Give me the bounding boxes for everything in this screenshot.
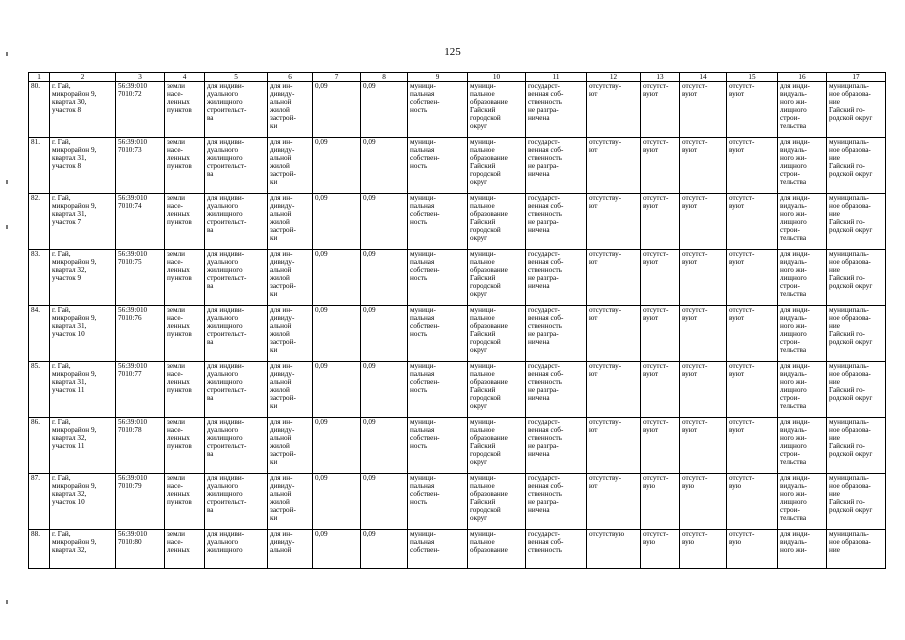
cell-municipality: муниципаль- ное образова- ние xyxy=(827,530,886,569)
cell-use-type: для ин- дивиду- альной жилой застрой- ки xyxy=(268,306,313,362)
cell-municipality: муниципаль- ное образова- ние Гайский го- родской округ xyxy=(827,474,886,530)
cell-permitted-use: для индиви- дуального жилищного xyxy=(205,530,268,569)
cell-title-status: государст- венная соб- ственность не разгра- ничена xyxy=(526,362,587,418)
header-cell: 12 xyxy=(587,73,641,82)
cell-permitted-use: для индиви- дуального жилищного строительст- ва xyxy=(205,474,268,530)
cell-cadastral-number: 56:39:010 7010:77 xyxy=(116,362,165,418)
cell-address: г. Гай, микрорайон 9, квартал 30, участок 8 xyxy=(50,82,116,138)
cell-encumbrance-a: отсутству- ют xyxy=(587,474,641,530)
header-cell: 14 xyxy=(680,73,727,82)
table-row xyxy=(29,194,886,250)
cell-permitted-use: для индиви- дуального жилищного строительст- ва xyxy=(205,194,268,250)
cell-address: г. Гай, микрорайон 9, квартал 31, участок 8 xyxy=(50,138,116,194)
cell-encumbrance-c: отсутст- вую xyxy=(680,530,727,569)
cell-intended-use: для инди- видуаль- ного жи- лищного строи- тельства xyxy=(778,138,827,194)
scan-edge-mark xyxy=(6,52,8,56)
table-row xyxy=(29,138,886,194)
cell-encumbrance-d: отсутст- вуют xyxy=(727,194,778,250)
cell-ownership-form: муници- пальная собствен- xyxy=(408,530,468,569)
cell-address: г. Гай, микрорайон 9, квартал 31, участок 7 xyxy=(50,194,116,250)
cell-use-type: для ин- дивиду- альной xyxy=(268,530,313,569)
cell-title-status: государст- венная соб- ственность не разгра- ничена xyxy=(526,474,587,530)
cell-permitted-use: для индиви- дуального жилищного строительст- ва xyxy=(205,138,268,194)
cell-area-value-b: 0,09 xyxy=(361,306,408,362)
cell-encumbrance-d: отсутст- вуют xyxy=(727,306,778,362)
cell-encumbrance-a: отсутству- ют xyxy=(587,306,641,362)
header-cell: 4 xyxy=(165,73,205,82)
header-cell: 6 xyxy=(268,73,313,82)
cell-encumbrance-a: отсутству- ют xyxy=(587,194,641,250)
cell-owner: муници- пальное образование Гайский городской округ xyxy=(468,418,526,474)
cell-encumbrance-a: отсутству- ют xyxy=(587,418,641,474)
cell-encumbrance-a: отсутству- ют xyxy=(587,362,641,418)
cell-permitted-use: для индиви- дуального жилищного строительст- ва xyxy=(205,418,268,474)
cell-cadastral-number: 56:39:010 7010:73 xyxy=(116,138,165,194)
cell-ownership-form: муници- пальная собствен- ность xyxy=(408,194,468,250)
cell-cadastral-number: 56:39:010 7010:72 xyxy=(116,82,165,138)
cell-encumbrance-d: отсутст- вуют xyxy=(727,138,778,194)
cell-address: г. Гай, микрорайон 9, квартал 31, участок 10 xyxy=(50,306,116,362)
cell-land-category: земли насе- ленных пунктов xyxy=(165,250,205,306)
cell-title-status: государст- венная соб- ственность не разгра- ничена xyxy=(526,418,587,474)
cell-title-status: государст- венная соб- ственность не разгра- ничена xyxy=(526,82,587,138)
cell-permitted-use: для индиви- дуального жилищного строительст- ва xyxy=(205,306,268,362)
cell-area-value-a: 0,09 xyxy=(313,530,361,569)
cell-intended-use: для инди- видуаль- ного жи- лищного строи- тельства xyxy=(778,194,827,250)
cell-land-category: земли насе- ленных пунктов xyxy=(165,306,205,362)
cell-use-type: для ин- дивиду- альной жилой застрой- ки xyxy=(268,194,313,250)
cell-land-category: земли насе- ленных xyxy=(165,530,205,569)
cell-area-value-b: 0,09 xyxy=(361,362,408,418)
cell-encumbrance-c: отсутст- вуют xyxy=(680,306,727,362)
scan-edge-mark xyxy=(6,600,8,604)
cell-permitted-use: для индиви- дуального жилищного строительст- ва xyxy=(205,82,268,138)
cell-row-number: 81. xyxy=(29,138,50,194)
cell-encumbrance-b: отсутст- вуют xyxy=(641,418,680,474)
header-cell: 8 xyxy=(361,73,408,82)
cell-use-type: для ин- дивиду- альной жилой застрой- ки xyxy=(268,418,313,474)
cell-area-value-b: 0,09 xyxy=(361,418,408,474)
cell-area-value-a: 0,09 xyxy=(313,306,361,362)
cell-municipality: муниципаль- ное образова- ние Гайский го- родской округ xyxy=(827,418,886,474)
cell-encumbrance-d: отсутст- вуют xyxy=(727,418,778,474)
cell-encumbrance-a: отсутствую xyxy=(587,530,641,569)
cell-encumbrance-c: отсутст- вуют xyxy=(680,82,727,138)
header-cell: 5 xyxy=(205,73,268,82)
cell-ownership-form: муници- пальная собствен- ность xyxy=(408,82,468,138)
cell-area-value-a: 0,09 xyxy=(313,474,361,530)
cell-land-category: земли насе- ленных пунктов xyxy=(165,418,205,474)
cell-permitted-use: для индиви- дуального жилищного строительст- ва xyxy=(205,362,268,418)
cell-use-type: для ин- дивиду- альной жилой застрой- ки xyxy=(268,82,313,138)
cell-encumbrance-c: отсутст- вуют xyxy=(680,362,727,418)
cell-owner: муници- пальное образование Гайский городской округ xyxy=(468,474,526,530)
cell-encumbrance-b: отсутст- вуют xyxy=(641,194,680,250)
cell-owner: муници- пальное образование Гайский городской округ xyxy=(468,250,526,306)
cell-municipality: муниципаль- ное образова- ние Гайский го- родской округ xyxy=(827,250,886,306)
header-cell: 11 xyxy=(526,73,587,82)
scan-edge-mark xyxy=(6,225,8,229)
cell-title-status: государст- венная соб- ственность не разгра- ничена xyxy=(526,194,587,250)
cell-use-type: для ин- дивиду- альной жилой застрой- ки xyxy=(268,138,313,194)
cell-ownership-form: муници- пальная собствен- ность xyxy=(408,418,468,474)
cell-row-number: 80. xyxy=(29,82,50,138)
cell-intended-use: для инди- видуаль- ного жи- лищного строи- тельства xyxy=(778,362,827,418)
cell-area-value-b: 0,09 xyxy=(361,530,408,569)
cell-permitted-use: для индиви- дуального жилищного строительст- ва xyxy=(205,250,268,306)
table-row xyxy=(29,82,886,138)
header-cell: 7 xyxy=(313,73,361,82)
cell-ownership-form: муници- пальная собствен- ность xyxy=(408,138,468,194)
cell-encumbrance-c: отсутст- вуют xyxy=(680,418,727,474)
cell-cadastral-number: 56:39:010 7010:78 xyxy=(116,418,165,474)
cell-ownership-form: муници- пальная собствен- ность xyxy=(408,474,468,530)
cell-land-category: земли насе- ленных пунктов xyxy=(165,138,205,194)
cell-intended-use: для инди- видуаль- ного жи- xyxy=(778,530,827,569)
header-cell: 3 xyxy=(116,73,165,82)
header-cell: 17 xyxy=(827,73,886,82)
cell-area-value-a: 0,09 xyxy=(313,418,361,474)
cell-encumbrance-b: отсутст- вую xyxy=(641,474,680,530)
cell-intended-use: для инди- видуаль- ного жи- лищного строи- тельства xyxy=(778,306,827,362)
cell-address: г. Гай, микрорайон 9, квартал 31, участок 11 xyxy=(50,362,116,418)
cell-land-category: земли насе- ленных пунктов xyxy=(165,362,205,418)
cell-encumbrance-c: отсутст- вуют xyxy=(680,194,727,250)
header-cell: 16 xyxy=(778,73,827,82)
cell-encumbrance-b: отсутст- вуют xyxy=(641,362,680,418)
cell-area-value-b: 0,09 xyxy=(361,82,408,138)
cell-encumbrance-b: отсутст- вуют xyxy=(641,250,680,306)
cell-row-number: 83. xyxy=(29,250,50,306)
cell-encumbrance-c: отсутст- вую xyxy=(680,474,727,530)
cell-encumbrance-d: отсутст- вуют xyxy=(727,82,778,138)
cell-title-status: государст- венная соб- ственность не разгра- ничена xyxy=(526,306,587,362)
table-header-row xyxy=(29,73,886,82)
cell-encumbrance-d: отсутст- вую xyxy=(727,474,778,530)
cell-area-value-a: 0,09 xyxy=(313,194,361,250)
cell-address: г. Гай, микрорайон 9, квартал 32, участок 11 xyxy=(50,418,116,474)
cell-ownership-form: муници- пальная собствен- ность xyxy=(408,306,468,362)
cell-encumbrance-b: отсутст- вуют xyxy=(641,138,680,194)
cell-owner: муници- пальное образование xyxy=(468,530,526,569)
cell-owner: муници- пальное образование Гайский городской округ xyxy=(468,306,526,362)
cell-row-number: 85. xyxy=(29,362,50,418)
cell-area-value-a: 0,09 xyxy=(313,362,361,418)
cell-owner: муници- пальное образование Гайский городской округ xyxy=(468,138,526,194)
cell-encumbrance-a: отсутству- ют xyxy=(587,250,641,306)
scan-edge-mark xyxy=(6,180,8,184)
cell-encumbrance-b: отсутст- вуют xyxy=(641,306,680,362)
cell-address: г. Гай, микрорайон 9, квартал 32, участок 9 xyxy=(50,250,116,306)
cell-area-value-a: 0,09 xyxy=(313,250,361,306)
cell-municipality: муниципаль- ное образова- ние Гайский го- родской округ xyxy=(827,194,886,250)
cell-use-type: для ин- дивиду- альной жилой застрой- ки xyxy=(268,362,313,418)
header-cell: 13 xyxy=(641,73,680,82)
cell-encumbrance-a: отсутству- ют xyxy=(587,138,641,194)
table-row xyxy=(29,306,886,362)
cell-intended-use: для инди- видуаль- ного жи- лищного строи- тельства xyxy=(778,82,827,138)
table-row xyxy=(29,250,886,306)
cell-area-value-b: 0,09 xyxy=(361,194,408,250)
table-row xyxy=(29,474,886,530)
cell-municipality: муниципаль- ное образова- ние Гайский го- родской округ xyxy=(827,362,886,418)
header-cell: 10 xyxy=(468,73,526,82)
cell-area-value-b: 0,09 xyxy=(361,138,408,194)
land-plots-table xyxy=(28,72,886,569)
cell-row-number: 82. xyxy=(29,194,50,250)
cell-cadastral-number: 56:39:010 7010:80 xyxy=(116,530,165,569)
cell-cadastral-number: 56:39:010 7010:76 xyxy=(116,306,165,362)
cell-intended-use: для инди- видуаль- ного жи- лищного строи- тельства xyxy=(778,474,827,530)
cell-owner: муници- пальное образование Гайский городской округ xyxy=(468,194,526,250)
cell-use-type: для ин- дивиду- альной жилой застрой- ки xyxy=(268,250,313,306)
cell-land-category: земли насе- ленных пунктов xyxy=(165,474,205,530)
cell-municipality: муниципаль- ное образова- ние Гайский го- родской округ xyxy=(827,82,886,138)
table-body xyxy=(29,73,886,569)
cell-ownership-form: муници- пальная собствен- ность xyxy=(408,362,468,418)
cell-title-status: государст- венная соб- ственность не разгра- ничена xyxy=(526,138,587,194)
cell-area-value-a: 0,09 xyxy=(313,138,361,194)
cell-area-value-b: 0,09 xyxy=(361,250,408,306)
cell-cadastral-number: 56:39:010 7010:75 xyxy=(116,250,165,306)
cell-use-type: для ин- дивиду- альной жилой застрой- ки xyxy=(268,474,313,530)
cell-encumbrance-d: отсутст- вуют xyxy=(727,250,778,306)
cell-encumbrance-d: отсутст- вую xyxy=(727,530,778,569)
cell-encumbrance-a: отсутству- ют xyxy=(587,82,641,138)
cell-land-category: земли насе- ленных пунктов xyxy=(165,194,205,250)
cell-title-status: государст- венная соб- ственность не разгра- ничена xyxy=(526,250,587,306)
cell-encumbrance-b: отсутст- вуют xyxy=(641,82,680,138)
header-cell: 15 xyxy=(727,73,778,82)
cell-municipality: муниципаль- ное образова- ние Гайский го- родской округ xyxy=(827,138,886,194)
table-row xyxy=(29,362,886,418)
cell-encumbrance-d: отсутст- вуют xyxy=(727,362,778,418)
cell-intended-use: для инди- видуаль- ного жи- лищного строи- тельства xyxy=(778,250,827,306)
cell-address: г. Гай, микрорайон 9, квартал 32, участок 10 xyxy=(50,474,116,530)
cell-title-status: государст- венная соб- ственность xyxy=(526,530,587,569)
header-cell: 1 xyxy=(29,73,50,82)
cell-row-number: 86. xyxy=(29,418,50,474)
header-cell: 9 xyxy=(408,73,468,82)
page-number: 125 xyxy=(444,46,461,58)
cell-owner: муници- пальное образование Гайский городской округ xyxy=(468,82,526,138)
cell-municipality: муниципаль- ное образова- ние Гайский го- родской округ xyxy=(827,306,886,362)
cell-row-number: 84. xyxy=(29,306,50,362)
cell-address: г. Гай, микрорайон 9, квартал 32, xyxy=(50,530,116,569)
cell-row-number: 88. xyxy=(29,530,50,569)
cell-area-value-a: 0,09 xyxy=(313,82,361,138)
table-row xyxy=(29,418,886,474)
cell-land-category: земли насе- ленных пунктов xyxy=(165,82,205,138)
cell-encumbrance-c: отсутст- вуют xyxy=(680,250,727,306)
cell-owner: муници- пальное образование Гайский городской округ xyxy=(468,362,526,418)
cell-cadastral-number: 56:39:010 7010:79 xyxy=(116,474,165,530)
table-row xyxy=(29,530,886,569)
cell-encumbrance-b: отсутст- вую xyxy=(641,530,680,569)
cell-area-value-b: 0,09 xyxy=(361,474,408,530)
cell-row-number: 87. xyxy=(29,474,50,530)
cell-encumbrance-c: отсутст- вуют xyxy=(680,138,727,194)
cell-ownership-form: муници- пальная собствен- ность xyxy=(408,250,468,306)
cell-intended-use: для инди- видуаль- ного жи- лищного строи- тельства xyxy=(778,418,827,474)
cell-cadastral-number: 56:39:010 7010:74 xyxy=(116,194,165,250)
header-cell: 2 xyxy=(50,73,116,82)
